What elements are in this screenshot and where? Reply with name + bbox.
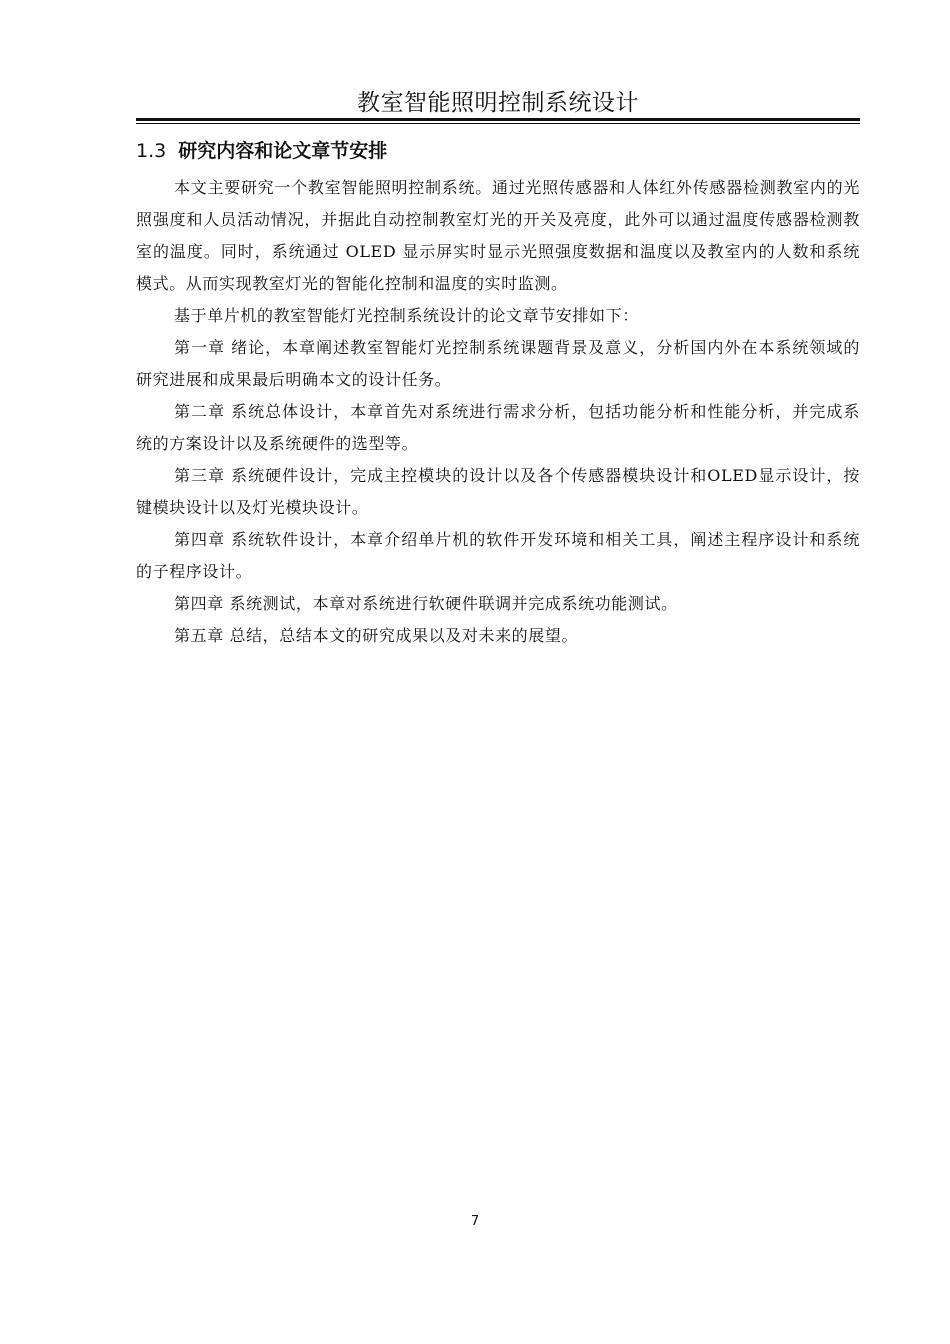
paragraph-chapter-2: 第二章 系统总体设计，本章首先对系统进行需求分析，包括功能分析和性能分析，并完成系统的方案设计以及系统硬件的选型等。	[136, 402, 860, 453]
paragraph-outline-lead: 基于单片机的教室智能灯光控制系统设计的论文章节安排如下：	[174, 306, 639, 325]
paragraph-chapter-4-software: 第四章 系统软件设计，本章介绍单片机的软件开发环境和相关工具，阐述主程序设计和系统的子程序设计。	[136, 530, 860, 581]
body-text	[136, 172, 860, 652]
section-heading	[136, 137, 387, 165]
paragraph-chapter-5: 第五章 总结，总结本文的研究成果以及对未来的展望。	[174, 626, 579, 645]
section-number: 1.3	[136, 140, 167, 162]
paragraph-chapter-1: 第一章 绪论，本章阐述教室智能灯光控制系统课题背景及意义，分析国内外在本系统领域的研究进展和成果最后明确本文的设计任务。	[136, 338, 860, 389]
header-rule-thin	[136, 123, 860, 124]
page-number: 7	[470, 1214, 480, 1229]
paragraph-chapter-4-testing: 第四章 系统测试，本章对系统进行软硬件联调并完成系统功能测试。	[174, 594, 678, 613]
section-title: 研究内容和论文章节安排	[178, 140, 388, 162]
running-header: 教室智能照明控制系统设计	[357, 90, 639, 116]
paragraph-chapter-3: 第三章 系统硬件设计，完成主控模块的设计以及各个传感器模块设计和OLED显示设计，按键模块设计以及灯光模块设计。	[136, 466, 860, 517]
paragraph-intro: 本文主要研究一个教室智能照明控制系统。通过光照传感器和人体红外传感器检测教室内的光照强度和人员活动情况，并据此自动控制教室灯光的开关及亮度，此外可以通过温度传感器检测教室的温度。同时，系统通过 OLED 显示屏实时显示光照强度数据和温度以及教室内的人数和系统模式。从而实现教室灯光的智能化控制和温度的实时监测。	[136, 178, 860, 293]
header-rule-thick	[136, 118, 860, 121]
